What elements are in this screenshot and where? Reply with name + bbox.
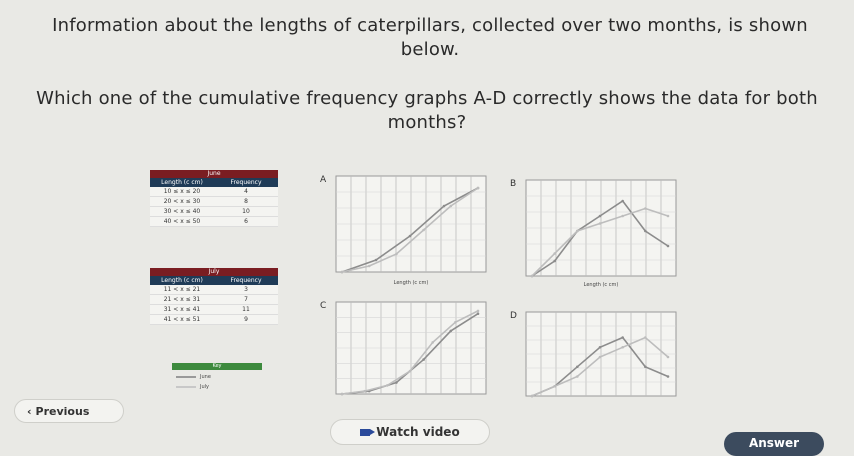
data-point xyxy=(375,259,378,262)
graph-svg xyxy=(506,306,684,406)
july-table-title: July xyxy=(150,268,278,276)
chevron-left-icon: ‹ xyxy=(27,404,32,418)
data-point xyxy=(576,230,579,233)
data-point xyxy=(599,346,602,349)
june-table-header xyxy=(150,178,278,187)
data-point xyxy=(644,365,647,368)
frequency-cell: 7 xyxy=(244,296,248,303)
table-row xyxy=(150,315,278,325)
frequency-cell: 8 xyxy=(244,198,248,205)
data-point xyxy=(431,341,434,344)
table-row xyxy=(150,305,278,315)
graph-svg xyxy=(316,168,494,286)
data-point xyxy=(443,205,446,208)
length-cell: 11 < x ≤ 21 xyxy=(163,286,201,293)
key-july-label: July xyxy=(200,384,209,390)
graph-d[interactable] xyxy=(506,306,684,406)
data-point xyxy=(477,187,480,190)
watch-video-label: Watch video xyxy=(376,425,460,439)
previous-button[interactable] xyxy=(14,399,124,423)
data-point xyxy=(386,384,389,387)
length-cell: 40 < x ≤ 50 xyxy=(163,218,201,225)
data-point xyxy=(341,393,344,396)
table-row xyxy=(150,187,278,197)
key-title: Key xyxy=(172,363,262,370)
table-row xyxy=(150,295,278,305)
previous-label: Previous xyxy=(35,404,90,418)
data-point xyxy=(422,358,425,361)
data-point xyxy=(368,265,371,268)
length-cell: 21 < x ≤ 31 xyxy=(163,296,201,303)
x-axis-label: Length (c cm) xyxy=(583,282,619,288)
watch-video-button[interactable] xyxy=(330,419,490,445)
data-point xyxy=(667,375,670,378)
question-intro: Information about the lengths of caterpillars, collected over two months, is shown below. xyxy=(52,15,808,60)
frequency-cell: 6 xyxy=(244,218,248,225)
june-table xyxy=(150,170,278,227)
question-prompt: Which one of the cumulative frequency graphs A-D correctly shows the data for both months? xyxy=(36,88,818,133)
data-point xyxy=(621,215,624,218)
july-swatch xyxy=(176,386,196,388)
june-length-header: Length (c cm) xyxy=(161,179,203,186)
data-point xyxy=(599,356,602,359)
data-point xyxy=(363,390,366,393)
key-july xyxy=(176,384,262,390)
data-point xyxy=(395,253,398,256)
answer-button[interactable]: Answer xyxy=(724,432,824,456)
data-point xyxy=(450,205,453,208)
data-point xyxy=(477,310,480,313)
data-point xyxy=(553,252,556,255)
key-june xyxy=(176,374,262,380)
data-point xyxy=(450,330,453,333)
table-row xyxy=(150,217,278,227)
length-cell: 20 < x ≤ 30 xyxy=(163,198,201,205)
table-row xyxy=(150,207,278,217)
graph-label: B xyxy=(510,179,517,189)
data-point xyxy=(553,385,556,388)
data-point xyxy=(644,336,647,339)
frequency-cell: 11 xyxy=(242,306,250,313)
data-point xyxy=(667,356,670,359)
graph-a[interactable] xyxy=(316,168,494,286)
data-point xyxy=(531,275,534,278)
data-point xyxy=(576,365,579,368)
frequency-cell: 4 xyxy=(244,188,248,195)
length-cell: 30 < x ≤ 40 xyxy=(163,208,201,215)
length-cell: 10 ≤ x ≤ 20 xyxy=(163,188,201,195)
frequency-cell: 10 xyxy=(242,208,250,215)
data-point xyxy=(599,215,602,218)
graph-b[interactable] xyxy=(506,172,684,288)
july-table xyxy=(150,268,278,325)
graph-label: A xyxy=(320,175,327,185)
graph-svg xyxy=(316,294,494,406)
data-point xyxy=(621,346,624,349)
june-swatch xyxy=(176,376,196,378)
graph-key xyxy=(172,363,262,403)
x-axis-label: Length (c cm) xyxy=(393,280,429,286)
data-point xyxy=(621,336,624,339)
july-frequency-header: Frequency xyxy=(230,277,262,284)
data-point xyxy=(667,215,670,218)
data-point xyxy=(644,230,647,233)
data-point xyxy=(409,370,412,373)
july-length-header: Length (c cm) xyxy=(161,277,203,284)
data-point xyxy=(644,207,647,210)
data-point xyxy=(553,260,556,263)
length-cell: 31 < x ≤ 41 xyxy=(163,306,201,313)
graph-svg xyxy=(506,172,684,288)
frequency-cell: 9 xyxy=(244,316,248,323)
data-point xyxy=(395,381,398,384)
length-cell: 41 < x ≤ 51 xyxy=(163,316,201,323)
key-june-label: June xyxy=(200,374,211,380)
table-row xyxy=(150,197,278,207)
graph-c[interactable] xyxy=(316,294,494,406)
data-point xyxy=(454,321,457,324)
data-point xyxy=(477,312,480,315)
graph-label: D xyxy=(510,311,517,321)
data-point xyxy=(621,200,624,203)
video-camera-icon xyxy=(360,429,370,436)
july-table-header xyxy=(150,276,278,285)
june-table-title: June xyxy=(150,170,278,178)
data-point xyxy=(576,375,579,378)
table-row xyxy=(150,285,278,295)
data-point xyxy=(667,245,670,248)
june-frequency-header: Frequency xyxy=(230,179,262,186)
data-point xyxy=(409,235,412,238)
graph-label: C xyxy=(320,301,327,311)
data-point xyxy=(531,395,534,398)
frequency-cell: 3 xyxy=(244,286,248,293)
data-point xyxy=(599,222,602,225)
data-point xyxy=(341,271,344,274)
data-point xyxy=(422,229,425,232)
